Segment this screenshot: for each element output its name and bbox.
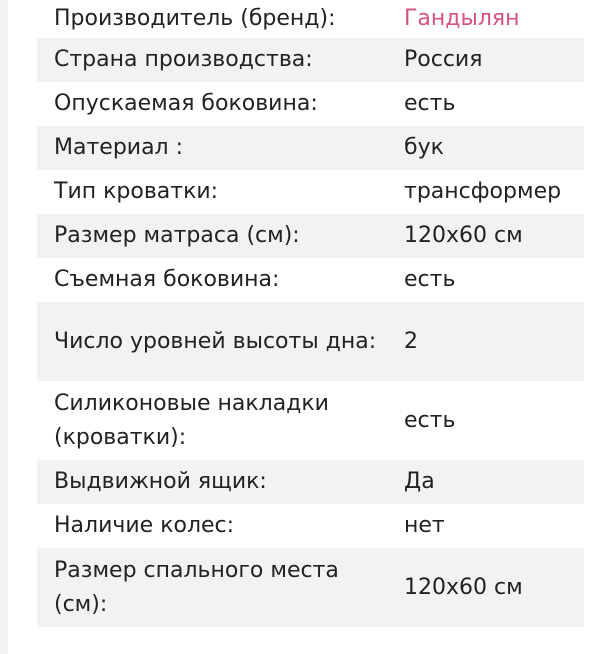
spec-value: есть <box>404 407 456 433</box>
spec-row-brand <box>37 0 584 38</box>
spec-value: бук <box>404 135 444 160</box>
spec-row-bottom-levels <box>37 302 584 381</box>
spec-label: Опускаемая боковина: <box>54 91 318 116</box>
spec-row-wheels <box>37 504 584 548</box>
spec-row-country <box>37 38 584 82</box>
spec-value: есть <box>404 91 456 116</box>
spec-row-removable-side <box>37 258 584 302</box>
spec-value: 2 <box>404 328 418 354</box>
spec-label: Материал : <box>54 135 184 160</box>
spec-label: Число уровней высоты дна: <box>54 328 377 354</box>
spec-label: Тип кроватки: <box>54 179 219 204</box>
spec-row-material <box>37 126 584 170</box>
spec-label: Съемная боковина: <box>54 267 280 292</box>
specs-table <box>37 0 584 627</box>
spec-row-mattress-size <box>37 214 584 258</box>
spec-row-crib-type <box>37 170 584 214</box>
spec-row-silicone-pads <box>37 381 584 460</box>
spec-label: Силиконовые накладки (кроватки): <box>54 390 329 450</box>
brand-link[interactable]: Гандылян <box>404 6 520 31</box>
spec-value: 120x60 см <box>404 574 523 600</box>
spec-label: Размер спального места (см): <box>54 557 339 617</box>
spec-label: Наличие колес: <box>54 513 235 538</box>
spec-label: Производитель (бренд): <box>54 6 336 31</box>
spec-row-sleeping-area <box>37 548 584 627</box>
spec-row-lowering-side <box>37 82 584 126</box>
spec-label: Размер матраса (см): <box>54 223 300 248</box>
spec-value: трансформер <box>404 179 562 204</box>
spec-label: Выдвижной ящик: <box>54 469 267 494</box>
spec-value: нет <box>404 513 445 538</box>
spec-value: есть <box>404 267 456 292</box>
spec-label: Страна производства: <box>54 47 313 72</box>
spec-value: 120x60 см <box>404 223 523 248</box>
left-margin-strip <box>0 0 8 654</box>
spec-value: Да <box>404 469 435 494</box>
spec-value: Россия <box>404 47 483 72</box>
spec-row-drawer <box>37 460 584 504</box>
